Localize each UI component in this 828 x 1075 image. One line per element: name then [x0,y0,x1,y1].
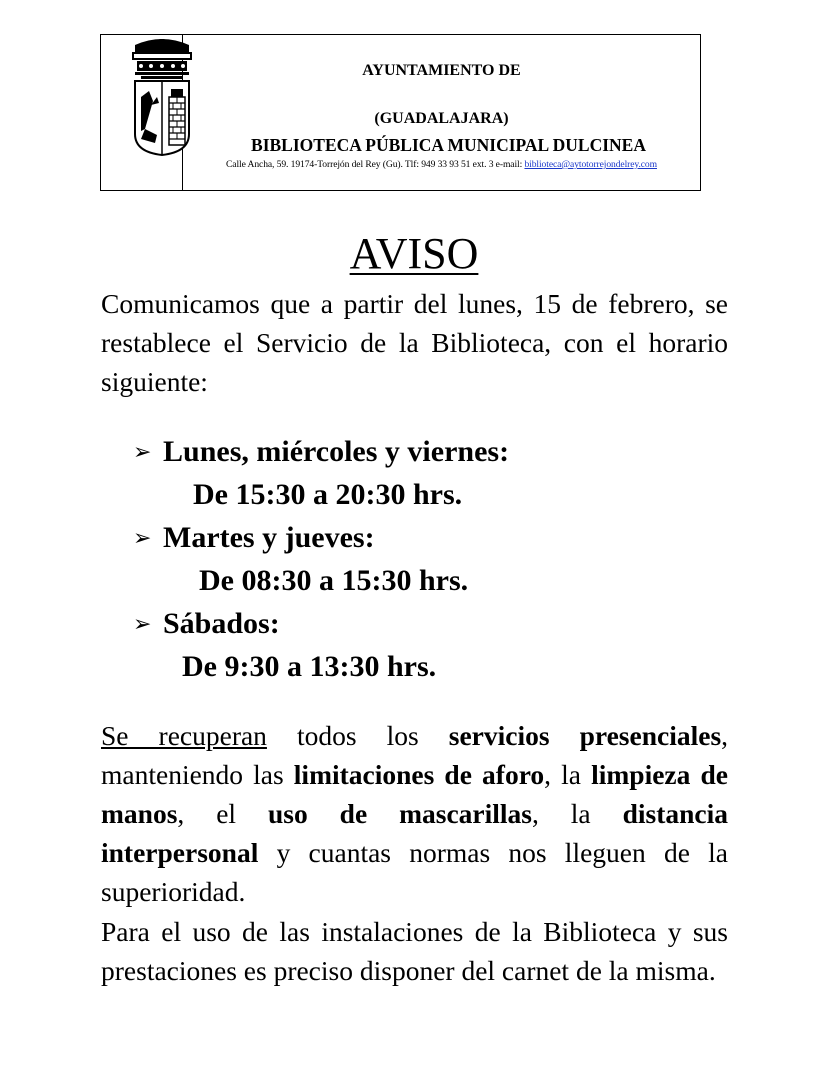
underlined-phrase: Se recuperan [101,720,267,751]
schedule-days-label: Lunes, miércoles y viernes: [163,435,510,468]
letterhead [100,34,701,191]
bold-phrase: limitaciones de aforo [293,759,545,790]
text-run: todos los [266,720,449,751]
schedule-hours: De 15:30 a 20:30 hrs. [193,478,463,511]
schedule-hours: De 9:30 a 13:30 hrs. [182,650,437,683]
schedule-days-label: Martes y jueves: [163,521,375,554]
address-text: Calle Ancha, 59. 19174-Torrejón del Rey (Gu). Tlf: 949 33 93 51 ext. 3 e-mail: [226,159,525,170]
schedule-days [133,602,509,645]
arrow-bullet-icon: ➢ [133,611,152,636]
schedule-list [133,430,509,688]
email-link[interactable]: biblioteca@aytotorrejondelrey.com [524,159,657,170]
bold-phrase: distancia interpersonal [101,798,728,868]
arrow-bullet-icon: ➢ [133,525,152,550]
closing-paragraph: Para el uso de las instalaciones de la Biblioteca y sus prestaciones es preciso disponer del carnet de la misma. [101,916,728,986]
bold-phrase: limpieza de manos [101,759,728,829]
arrow-bullet-icon: ➢ [133,439,152,464]
intro-paragraph: Comunicamos que a partir del lunes, 15 de febrero, se restablece el Servicio de la Biblioteca, con el horario siguiente: [101,288,728,397]
header-library-name: BIBLIOTECA PÚBLICA MUNICIPAL DULCINEA [251,135,646,155]
text-run: , el [177,798,268,829]
header-province: (GUADALAJARA) [374,110,509,127]
schedule-days [133,430,509,473]
schedule-hours: De 08:30 a 15:30 hrs. [199,564,469,597]
text-run: y cuantas normas nos lleguen de la superioridad. [101,837,728,907]
services-paragraph [101,716,728,911]
header-address [185,159,698,170]
page-title: AVISO [349,229,479,278]
schedule-days-label: Sábados: [163,607,280,640]
bold-phrase: servicios presenciales [448,720,722,751]
header-ayuntamiento: AYUNTAMIENTO DE [362,62,521,79]
bold-phrase: uso de mascarillas [267,798,532,829]
schedule-days [133,516,509,559]
crest-cell [101,35,183,190]
text-run: , manteniendo las [101,720,729,790]
text-run: , la [544,759,592,790]
text-run: , la [531,798,623,829]
